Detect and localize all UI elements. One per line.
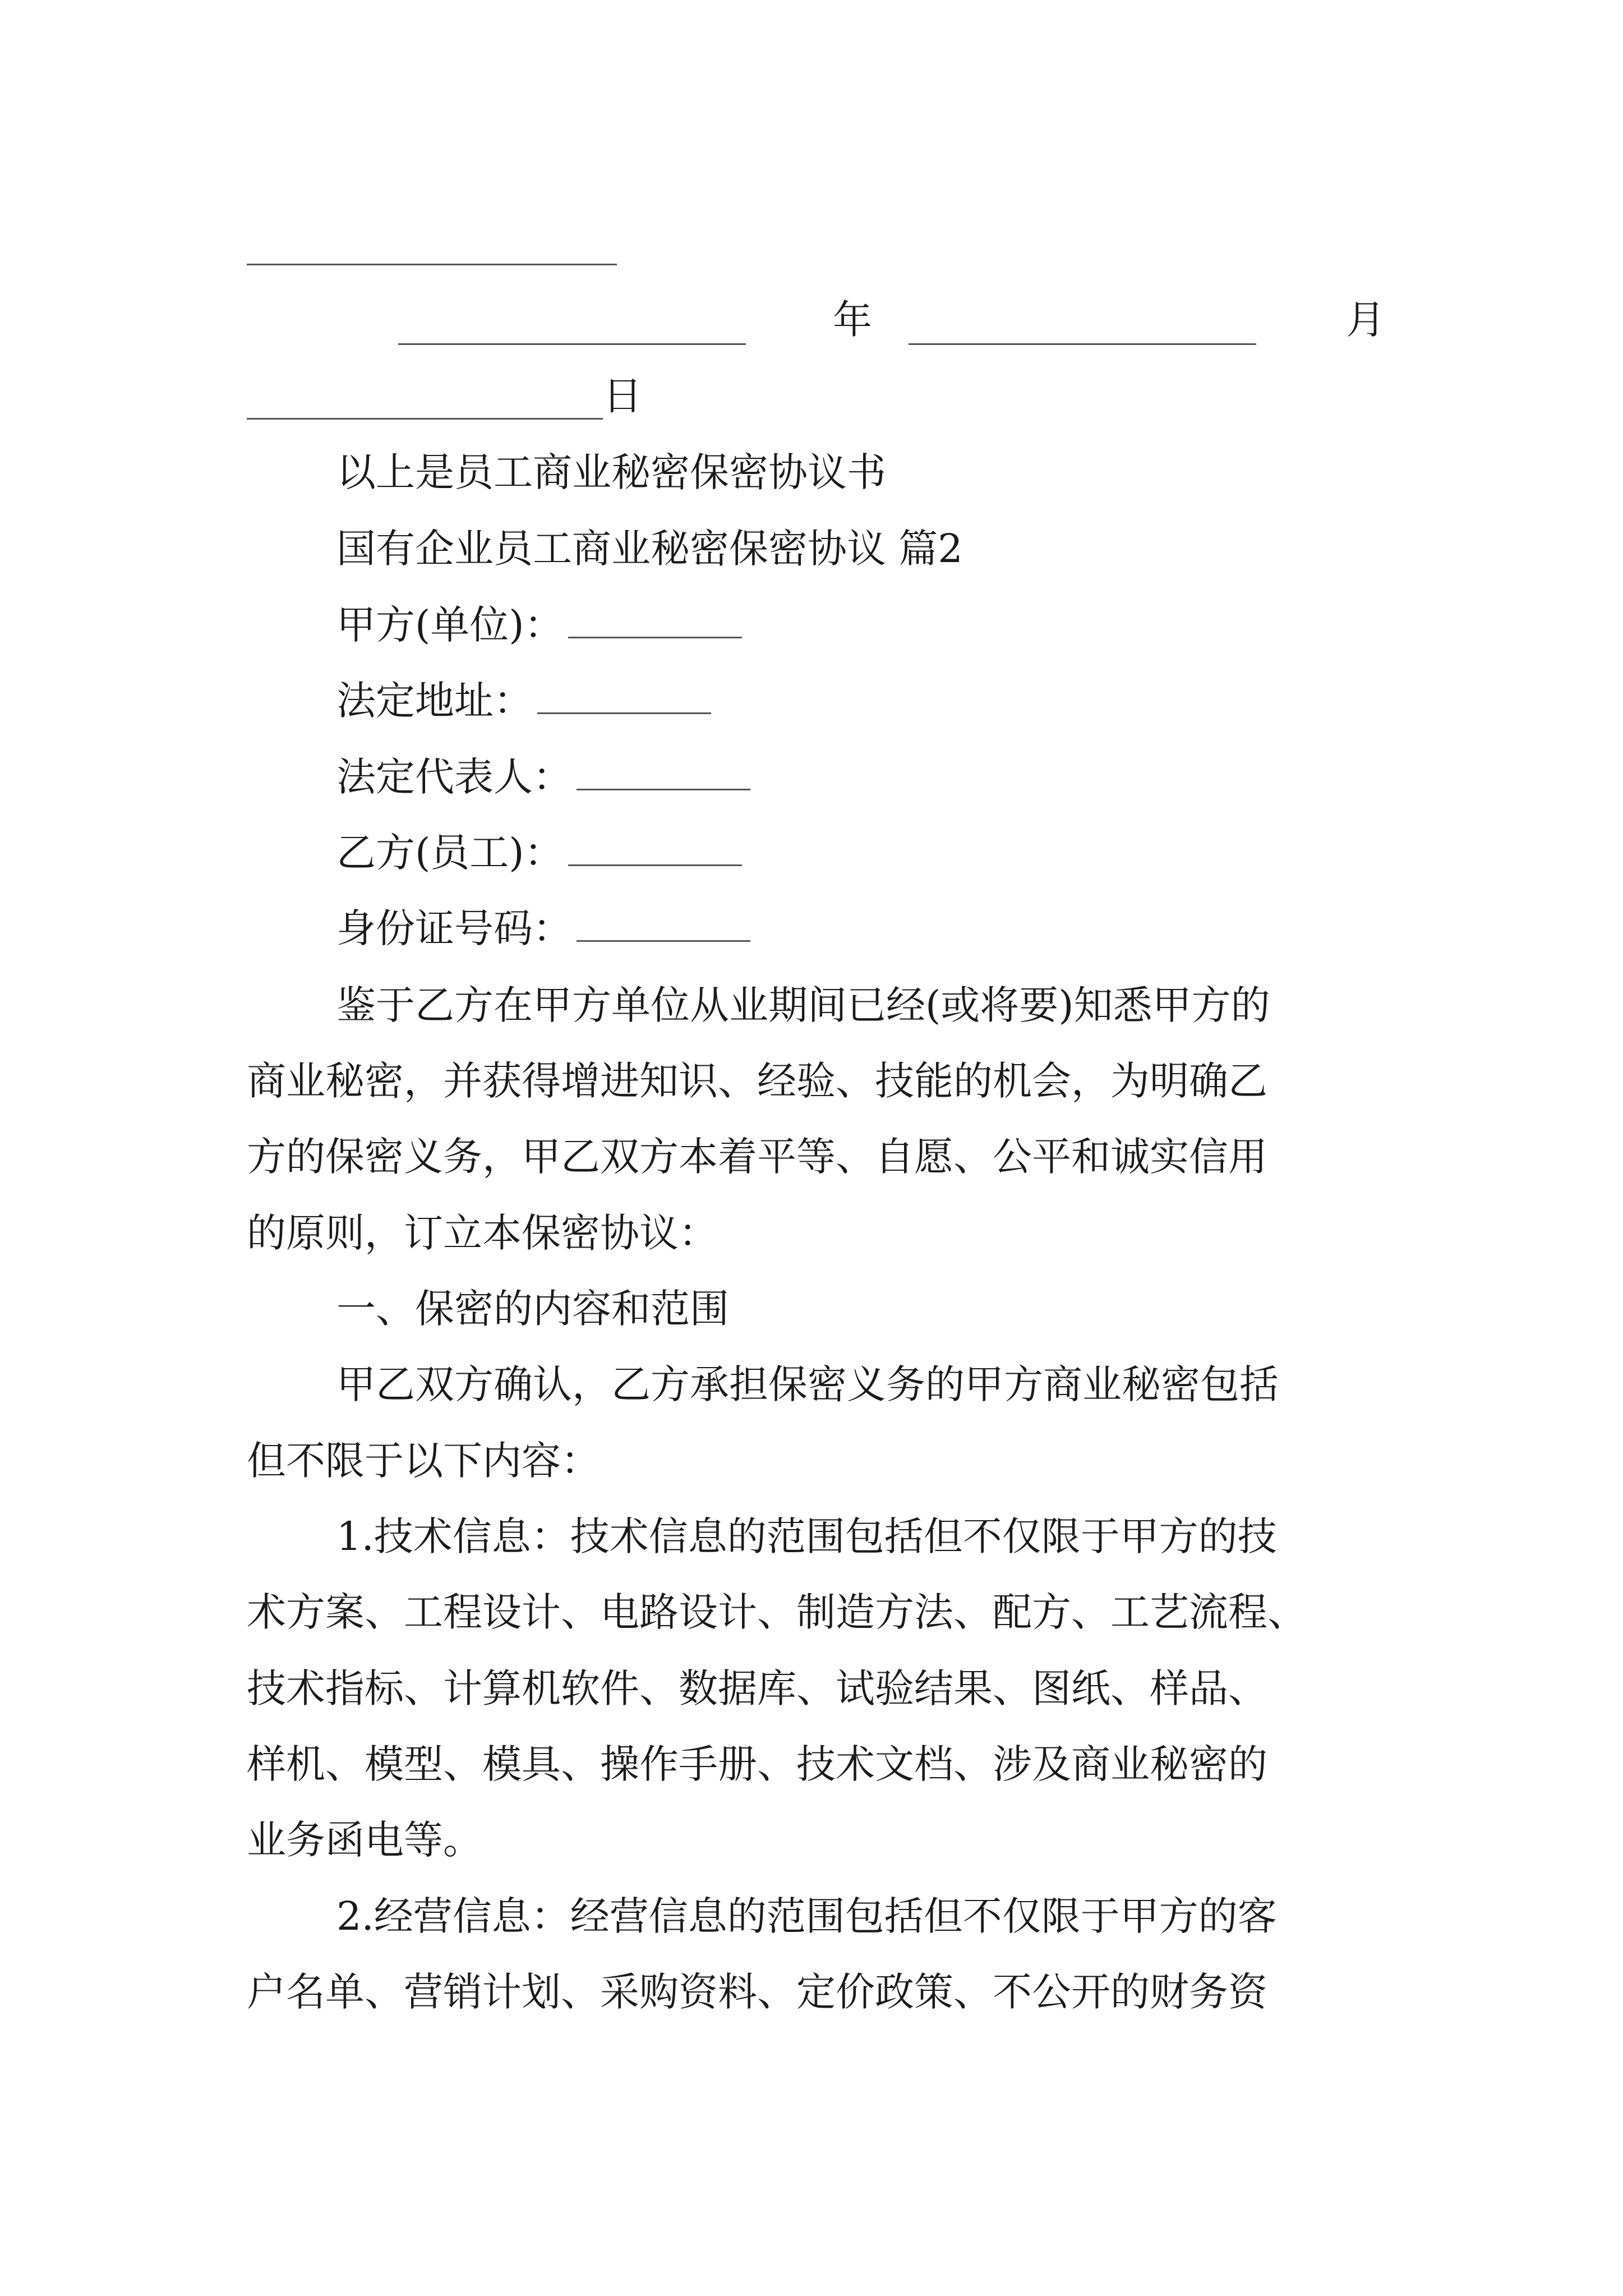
- paragraph-line: 方的保密义务，甲乙双方本着平等、自愿、公平和诚实信用: [247, 1134, 1267, 1180]
- field-legal-address: [336, 678, 711, 723]
- year-blank: [398, 343, 746, 345]
- year-label: 年: [833, 297, 872, 343]
- field-id-number: [336, 905, 750, 951]
- field-party-b: [336, 830, 742, 875]
- paragraph-line: 户名单、营销计划、采购资料、定价政策、不公开的财务资: [247, 1969, 1267, 2015]
- paragraph-line: 的原则，订立本保密协议：: [247, 1210, 718, 1256]
- paragraph-line: 商业秘密，并获得增进知识、经验、技能的机会，为明确乙: [247, 1058, 1267, 1104]
- fill-in-blank: [577, 754, 750, 790]
- paragraph-line: 业务函电等。: [247, 1817, 482, 1863]
- day-label: 日: [603, 373, 642, 419]
- paragraph-line: 鉴于乙方在甲方单位从业期间已经(或将要)知悉甲方的: [336, 982, 1270, 1028]
- fill-in-blank: [577, 905, 750, 942]
- signature-underline: [247, 264, 617, 265]
- fill-in-blank: [568, 830, 742, 866]
- paragraph-line: 甲乙双方确认，乙方承担保密义务的甲方商业秘密包括: [336, 1361, 1279, 1407]
- fill-in-blank: [537, 678, 711, 714]
- section-heading: 一、保密的内容和范围: [336, 1286, 729, 1332]
- paragraph-line: 样机、模型、模具、操作手册、技术文档、涉及商业秘密的: [247, 1741, 1267, 1787]
- paragraph-line: 术方案、工程设计、电路设计、制造方法、配方、工艺流程、: [247, 1589, 1307, 1635]
- field-label: 甲方(单位)：: [336, 602, 564, 648]
- field-party-a: [336, 602, 742, 647]
- fill-in-blank: [568, 602, 742, 638]
- month-label: 月: [1346, 297, 1385, 343]
- month-blank: [909, 343, 1256, 345]
- field-label: 乙方(员工)：: [336, 830, 564, 876]
- paragraph-line: 技术指标、计算机软件、数据库、试验结果、图纸、样品、: [247, 1665, 1267, 1711]
- field-label: 法定代表人：: [336, 754, 572, 800]
- document-title: 国有企业员工商业秘密保密协议 篇2: [336, 526, 963, 572]
- field-legal-representative: [336, 754, 750, 799]
- field-label: 法定地址：: [336, 678, 533, 724]
- paragraph-line: 但不限于以下内容：: [247, 1438, 600, 1484]
- closing-line: 以上是员工商业秘密保密协议书: [336, 449, 886, 495]
- paragraph-line: 2.经营信息：经营信息的范围包括但不仅限于甲方的客: [336, 1893, 1277, 1939]
- day-blank: [247, 418, 603, 420]
- field-label: 身份证号码：: [336, 905, 572, 951]
- paragraph-line: 1.技术信息：技术信息的范围包括但不仅限于甲方的技: [336, 1513, 1277, 1559]
